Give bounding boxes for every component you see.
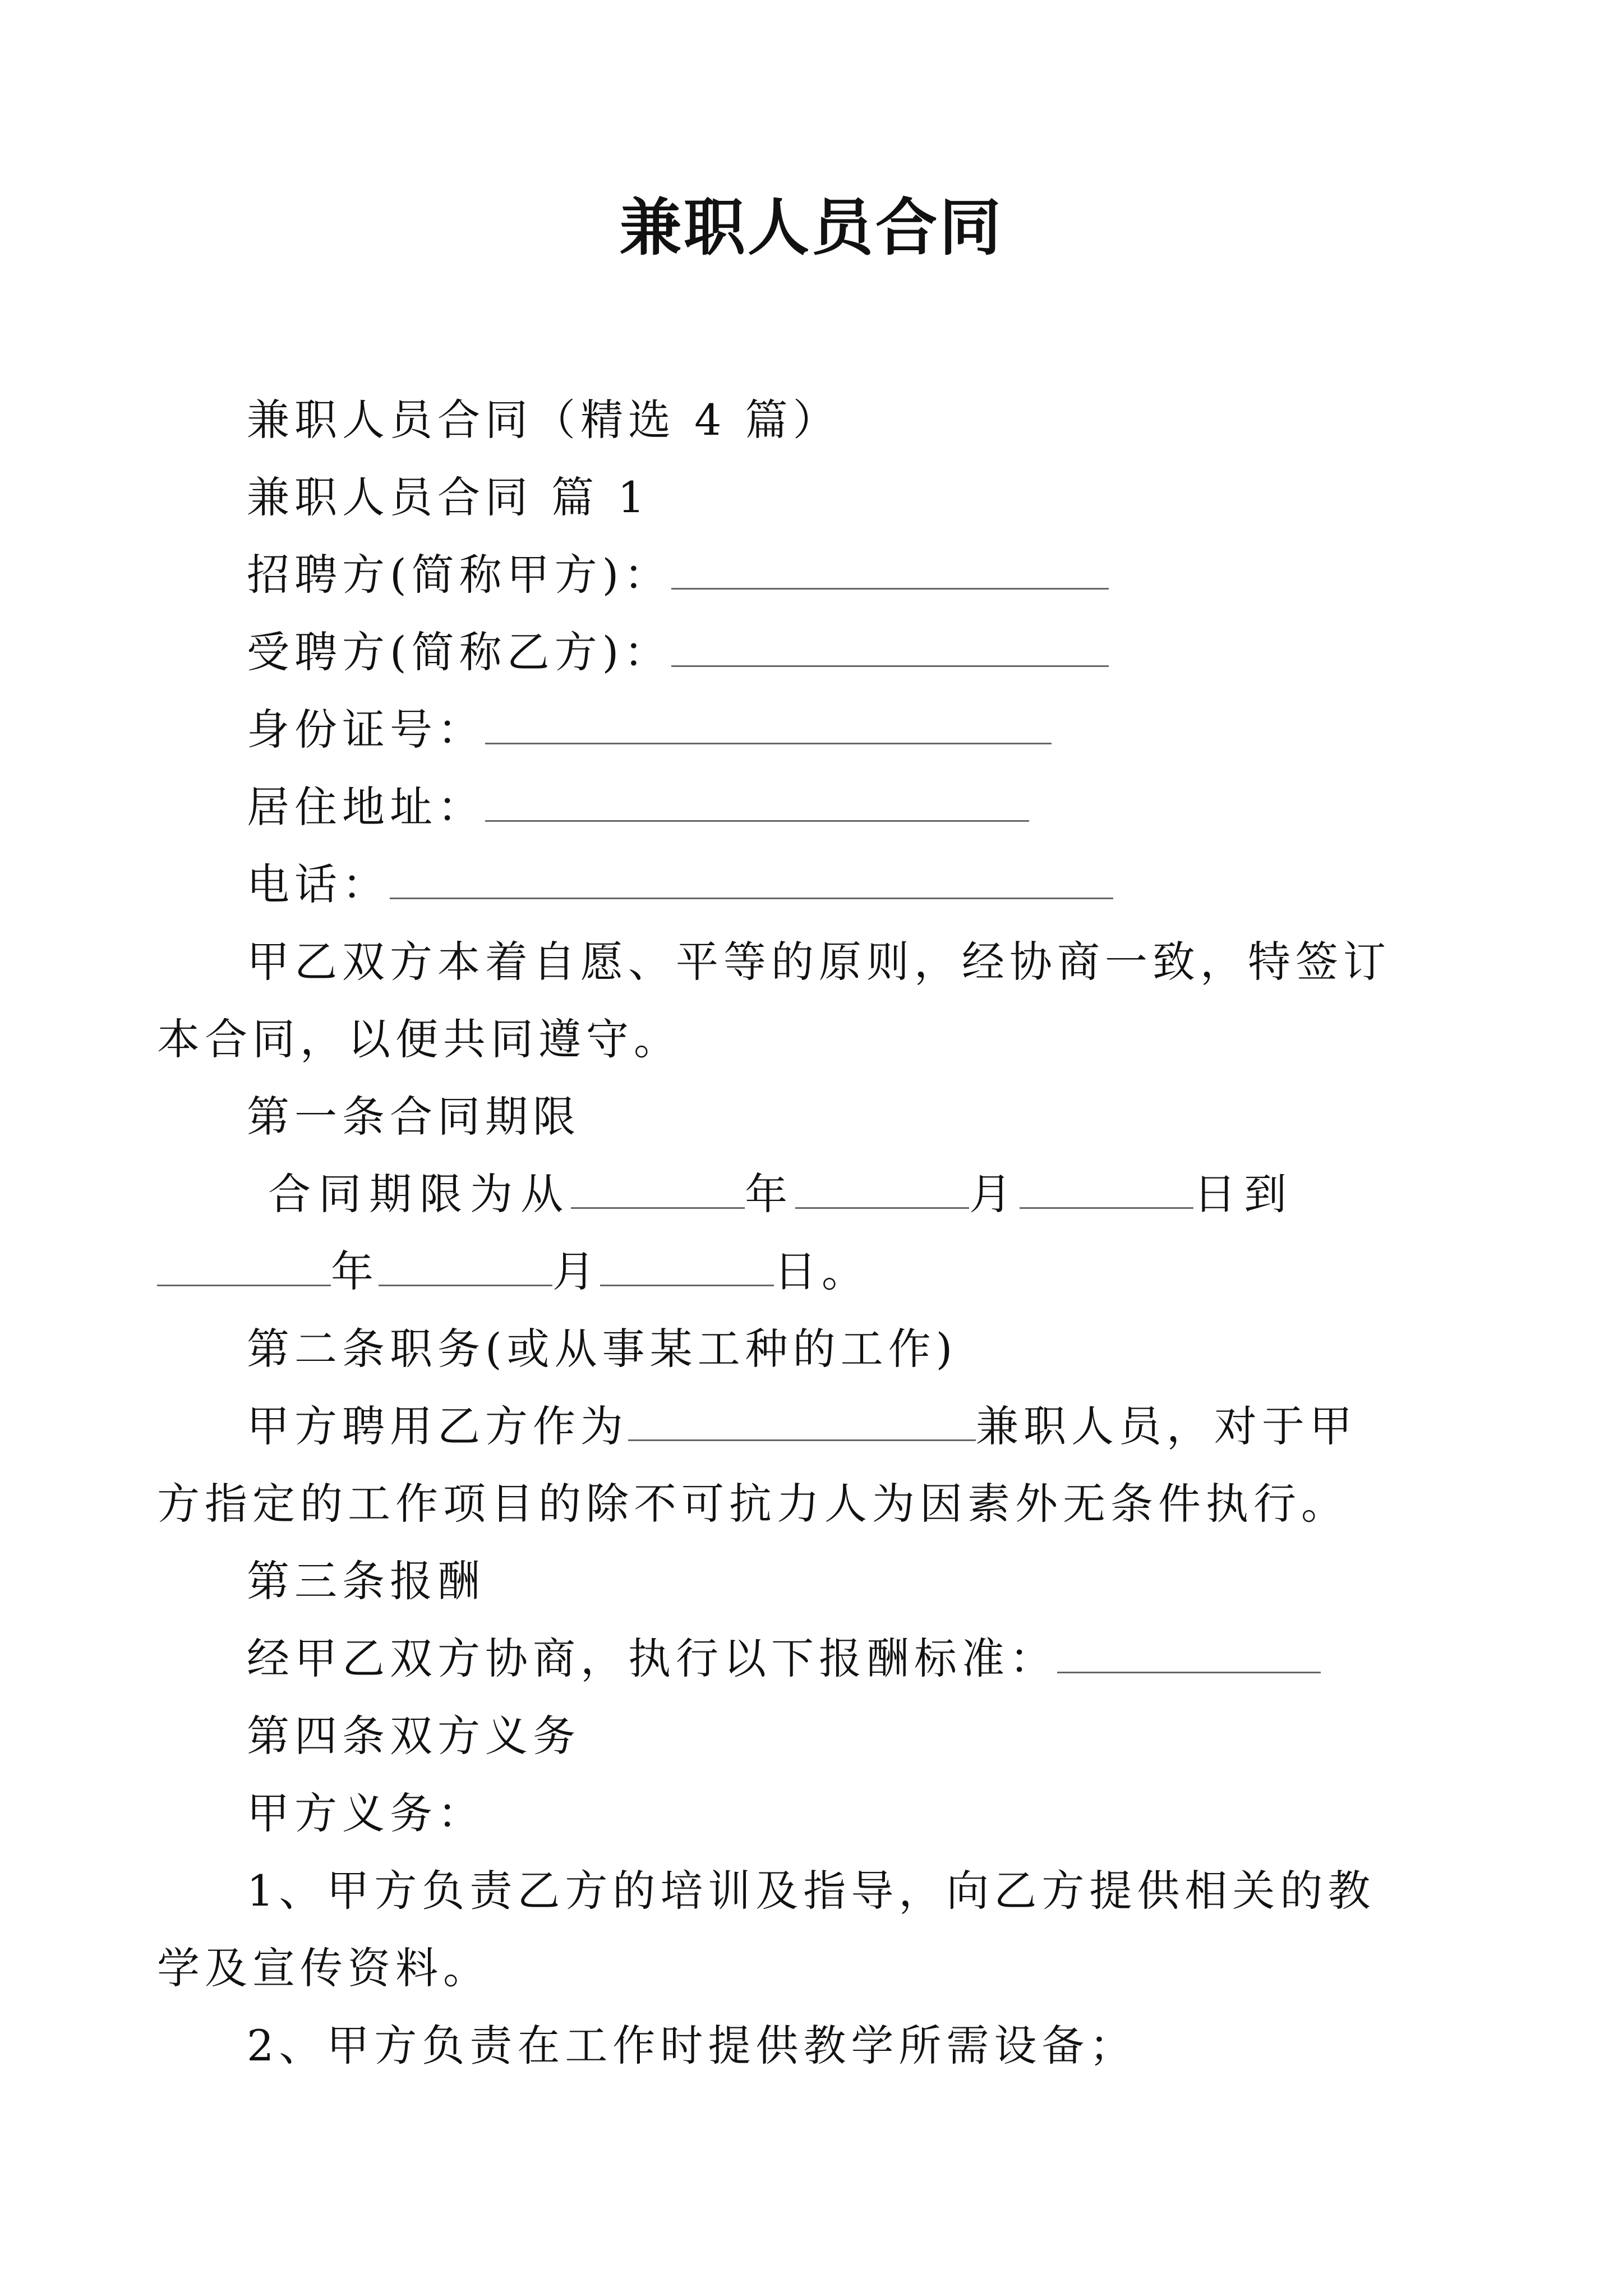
subtitle-line: 兼职人员合同（精选 4 篇） xyxy=(247,395,841,445)
phone-blank[interactable] xyxy=(390,864,1113,899)
article-heading: 第一条合同期限 xyxy=(247,1092,580,1142)
phone-label: 电话： xyxy=(247,859,390,909)
article-heading: 第二条职务(或从事某工种的工作) xyxy=(247,1324,958,1374)
salary-line: 经甲乙双方协商，执行以下报酬标准： xyxy=(247,1620,1385,1697)
position-blank[interactable] xyxy=(628,1406,976,1441)
term-line: 合同期限为从 年 月 日到 xyxy=(268,1169,1295,1219)
list-item: 2、甲方负责在工作时提供教学所需设备； xyxy=(247,2021,1137,2070)
paragraph: 甲乙双方本着自愿、平等的原则，经协商一致，特签订 xyxy=(247,937,1391,987)
employer-label: 招聘方(简称甲方)： xyxy=(247,550,672,600)
article-heading: 第四条双方义务 xyxy=(247,1711,580,1761)
address-blank[interactable] xyxy=(485,786,1029,822)
position-line: 甲方聘用乙方作为 兼职人员，对于甲 xyxy=(247,1401,1357,1451)
id-number-blank[interactable] xyxy=(485,709,1052,744)
paragraph-continuation: 方指定的工作项目的除不可抗力人为因素外无条件执行。 xyxy=(157,1479,1349,1529)
subheading: 甲方义务： xyxy=(247,1788,485,1838)
salary-blank[interactable] xyxy=(1057,1638,1321,1673)
employee-field xyxy=(247,614,1385,691)
employee-label: 受聘方(简称乙方)： xyxy=(247,627,672,677)
start-month-blank[interactable] xyxy=(795,1174,969,1209)
end-month-blank[interactable] xyxy=(379,1251,552,1286)
end-year-blank[interactable] xyxy=(157,1251,331,1286)
paragraph-continuation: 本合同，以便共同遵守。 xyxy=(157,1014,681,1064)
list-item-continuation: 学及宣传资料。 xyxy=(157,1943,491,1993)
employee-blank[interactable] xyxy=(671,632,1109,667)
document-title: 兼职人员合同 xyxy=(620,191,1003,264)
address-label: 居住地址： xyxy=(247,782,485,832)
id-number-field xyxy=(247,691,1385,769)
employer-field xyxy=(247,536,1385,614)
article-heading: 第三条报酬 xyxy=(247,1556,485,1606)
end-day-blank[interactable] xyxy=(600,1251,774,1286)
start-year-blank[interactable] xyxy=(571,1174,745,1209)
section-heading: 兼职人员合同 篇 1 xyxy=(247,472,650,522)
address-field xyxy=(247,769,1385,846)
id-number-label: 身份证号： xyxy=(247,705,485,754)
phone-field xyxy=(247,846,1385,923)
employer-blank[interactable] xyxy=(671,554,1109,590)
start-day-blank[interactable] xyxy=(1020,1174,1193,1209)
term-line-continuation: 年 月 日。 xyxy=(157,1233,1295,1310)
list-item: 1、甲方负责乙方的培训及指导，向乙方提供相关的教 xyxy=(247,1866,1376,1916)
